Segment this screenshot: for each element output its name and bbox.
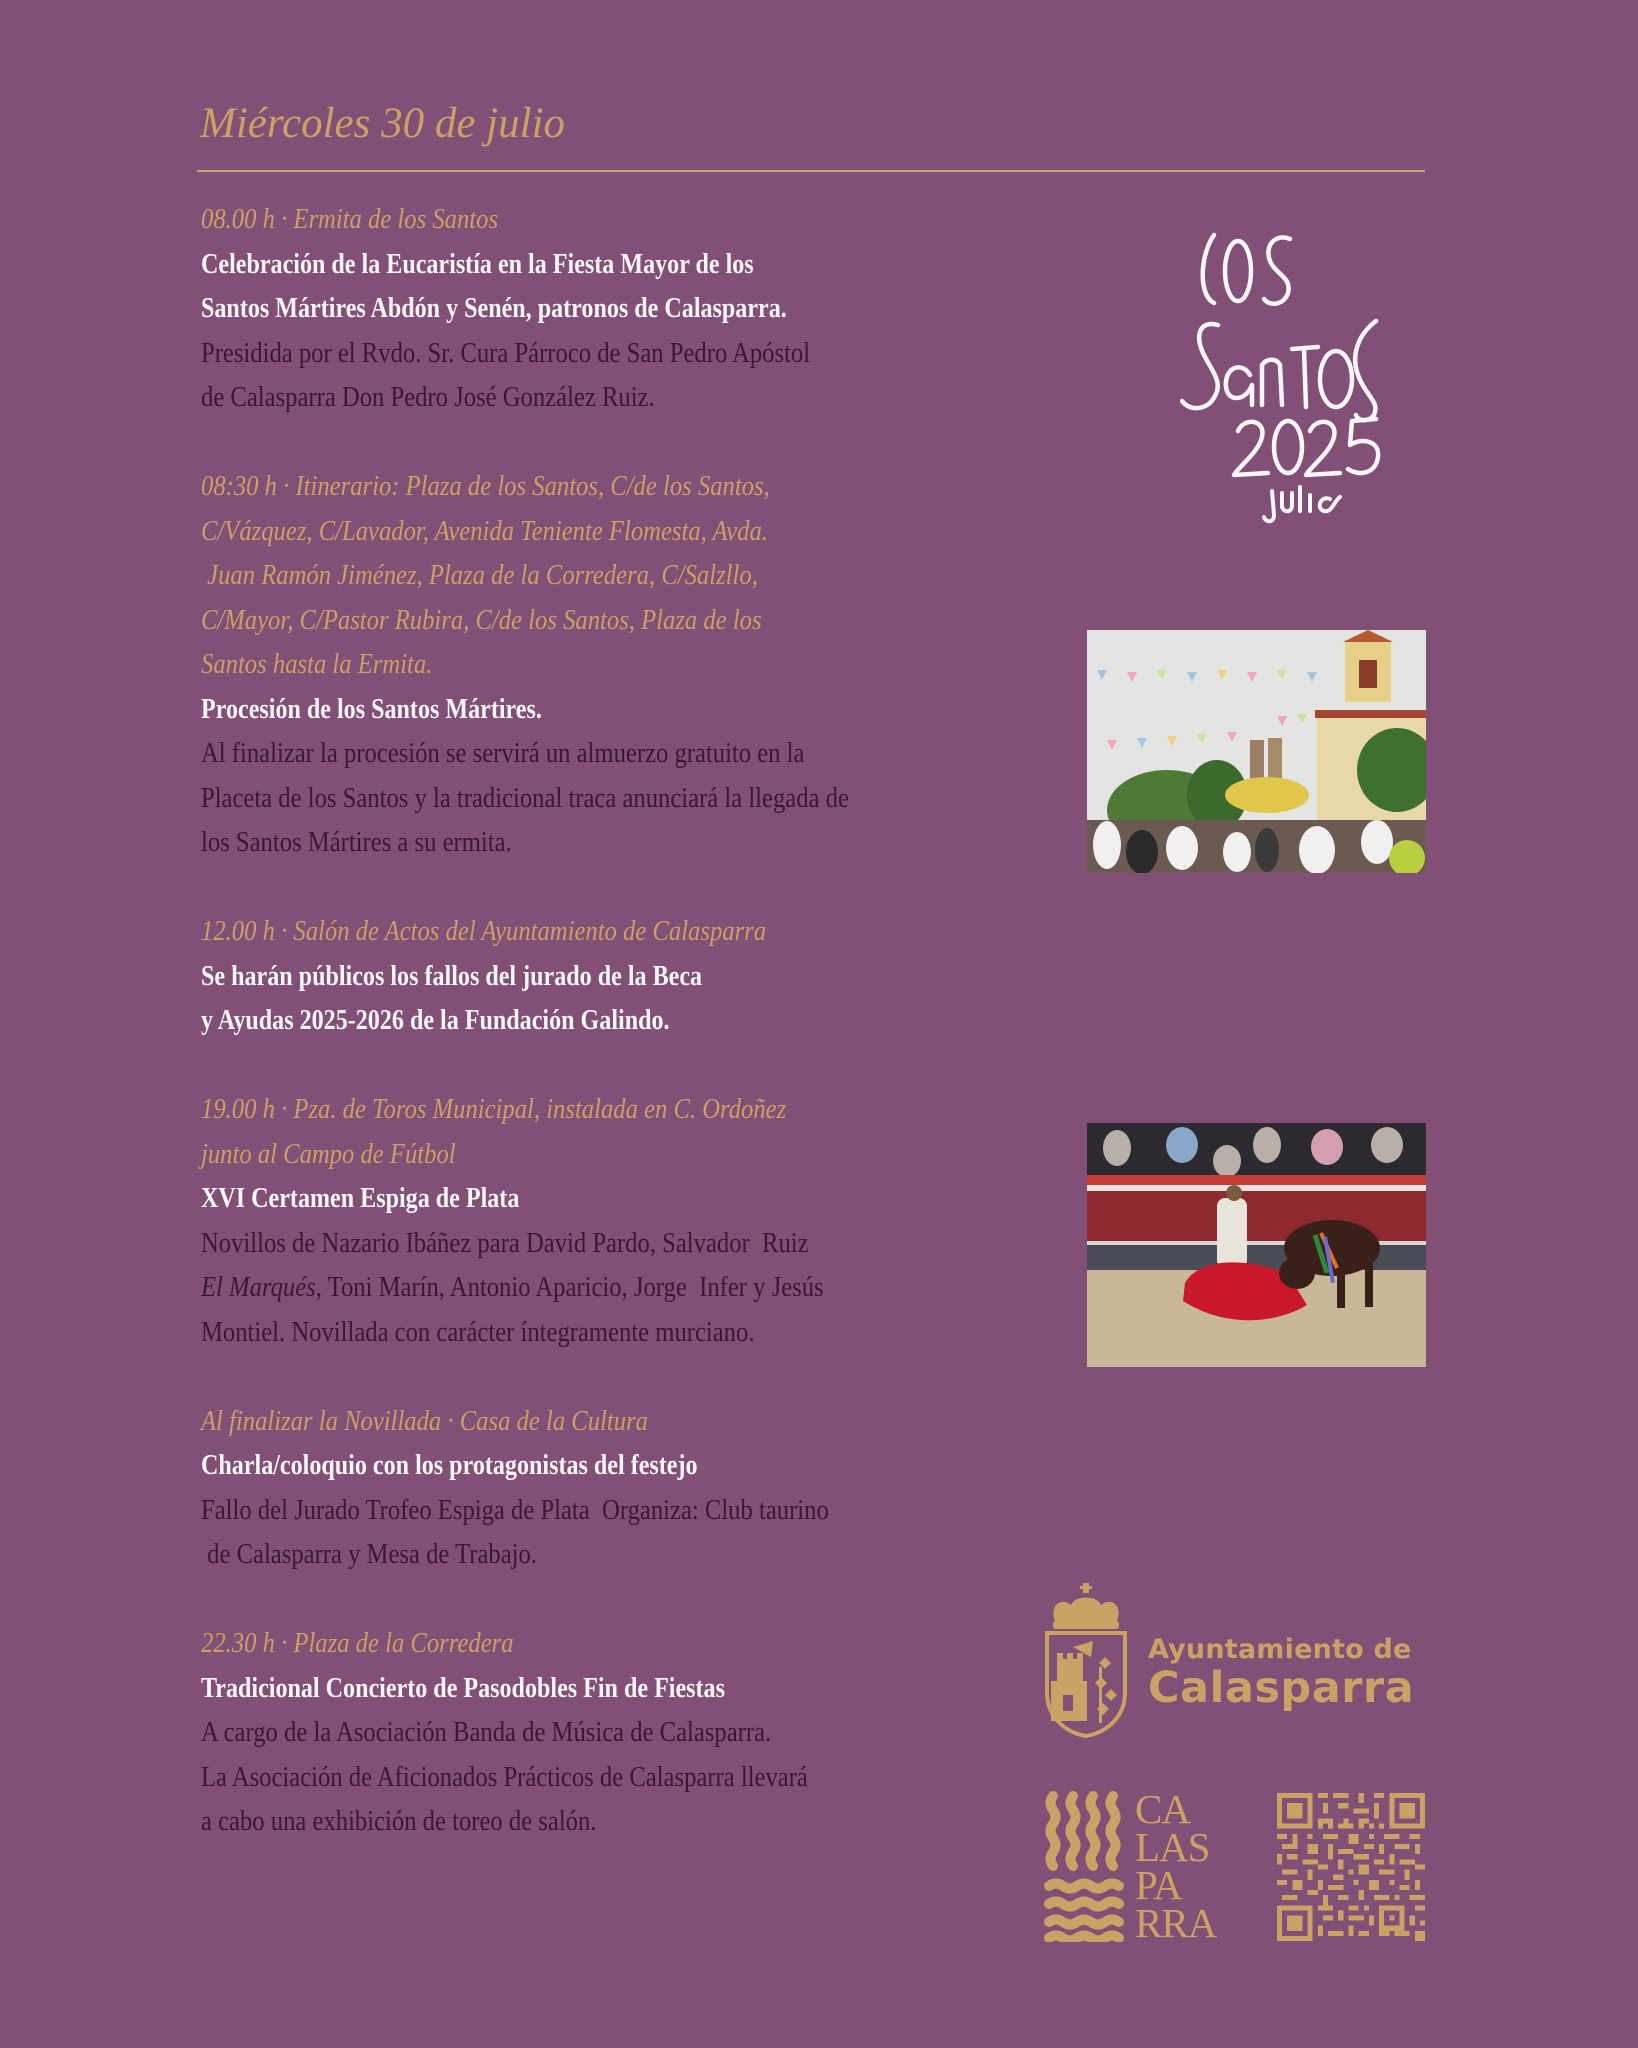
brand-line: PA bbox=[1135, 1862, 1182, 1908]
event-description: de Calasparra Don Pedro José González Ruiz. bbox=[201, 382, 655, 413]
event-time-location: C/Vázquez, C/Lavador, Avenida Teniente Flomesta, Avda. bbox=[201, 515, 768, 547]
event-description-rest: , Toni Marín, Antonio Aparicio, Jorge Infer y Jesús bbox=[315, 1272, 824, 1303]
ayuntamiento-calasparra-logo bbox=[1040, 1580, 1440, 1740]
event-time-location: Al finalizar la Novillada · Casa de la Cultura bbox=[201, 1405, 648, 1437]
event-description: a cabo una exhibición de toreo de salón. bbox=[201, 1806, 597, 1837]
event-title: Santos Mártires Abdón y Senén, patronos de Calasparra. bbox=[201, 293, 787, 324]
event-time-location: Juan Ramón Jiménez, Plaza de la Corredera, C/Salzllo, bbox=[201, 560, 758, 591]
event-title: Celebración de la Eucaristía en la Fiesta Mayor de los bbox=[201, 248, 754, 280]
event-certamen bbox=[201, 1088, 1061, 1355]
event-description: Presidida por el Rvdo. Sr. Cura Párroco de San Pedro Apóstol bbox=[201, 337, 811, 369]
event-time-location: 19.00 h · Pza. de Toros Municipal, instalada en C. Ordoñez bbox=[201, 1094, 787, 1125]
procession-image bbox=[1087, 630, 1426, 873]
event-charla bbox=[201, 1400, 1061, 1578]
event-description: Montiel. Novillada con carácter íntegramente murciano. bbox=[201, 1316, 755, 1348]
ayuntamiento-line1: Ayuntamiento de bbox=[1148, 1634, 1412, 1665]
los-santos-lettering-icon bbox=[1180, 225, 1435, 525]
coat-of-arms-icon bbox=[1043, 1583, 1129, 1738]
event-time-location: 08:30 h · Itinerario: Plaza de los Santos, C/de los Santos, bbox=[201, 471, 770, 502]
event-schedule bbox=[201, 198, 1061, 1889]
los-santos-2025-logo bbox=[1180, 225, 1435, 525]
event-beca bbox=[201, 910, 1061, 1044]
event-title: Se harán públicos los fallos del jurado de la Beca bbox=[201, 960, 703, 992]
event-title: y Ayudas 2025-2026 de la Fundación Galindo. bbox=[201, 1005, 670, 1036]
calasparra-brand-logo bbox=[1043, 1786, 1243, 1946]
event-time-location: 12.00 h · Salón de Actos del Ayuntamiento de Calasparra bbox=[201, 916, 767, 947]
event-description: de Calasparra y Mesa de Trabajo. bbox=[201, 1539, 537, 1570]
brand-line: LAS bbox=[1135, 1824, 1210, 1870]
bullfight-photo bbox=[1087, 1123, 1426, 1367]
title-divider bbox=[197, 170, 1425, 172]
brand-line: CA bbox=[1135, 1786, 1190, 1832]
event-title: XVI Certamen Espiga de Plata bbox=[201, 1183, 520, 1214]
event-time-location: Santos hasta la Ermita. bbox=[201, 649, 433, 680]
event-description: los Santos Mártires a su ermita. bbox=[201, 827, 512, 858]
ayuntamiento-line2: Calasparra bbox=[1148, 1663, 1415, 1713]
event-title: Procesión de los Santos Mártires. bbox=[201, 693, 542, 725]
calasparra-brand-wordmark bbox=[1135, 1786, 1217, 1946]
page-title: Miércoles 30 de julio bbox=[200, 100, 566, 147]
event-procesion bbox=[201, 465, 1061, 866]
qr-code-icon bbox=[1277, 1793, 1425, 1941]
event-title: Charla/coloquio con los protagonistas del festejo bbox=[201, 1450, 698, 1481]
event-description: A cargo de la Asociación Banda de Música de Calasparra. bbox=[201, 1717, 772, 1748]
event-time-location: 08.00 h · Ermita de los Santos bbox=[201, 204, 499, 235]
qr-code[interactable] bbox=[1277, 1793, 1425, 1941]
event-description: Al finalizar la procesión se servirá un almuerzo gratuito en la bbox=[201, 738, 805, 769]
brand-line: RRA bbox=[1135, 1900, 1217, 1946]
event-time-location: 22.30 h · Plaza de la Corredera bbox=[201, 1628, 514, 1659]
procession-photo bbox=[1087, 630, 1426, 873]
event-eucaristia bbox=[201, 198, 1061, 421]
event-description: Fallo del Jurado Trofeo Espiga de Plata Organiza: Club taurino bbox=[201, 1494, 829, 1526]
bullfight-image bbox=[1087, 1123, 1426, 1367]
event-description: Placeta de los Santos y la tradicional traca anunciará la llegada de bbox=[201, 782, 849, 814]
event-description: Novillos de Nazario Ibáñez para David Pardo, Salvador Ruiz bbox=[201, 1227, 809, 1259]
waves-icon bbox=[1043, 1790, 1125, 1942]
event-time-location: junto al Campo de Fútbol bbox=[201, 1138, 456, 1170]
event-description: La Asociación de Aficionados Prácticos de Calasparra llevará bbox=[201, 1761, 808, 1793]
event-description-italic: El Marqués bbox=[201, 1272, 316, 1303]
event-title: Tradicional Concierto de Pasodobles Fin de Fiestas bbox=[201, 1672, 725, 1704]
event-time-location: C/Mayor, C/Pastor Rubira, C/de los Santos, Plaza de los bbox=[201, 604, 762, 636]
ayuntamiento-wordmark bbox=[1148, 1635, 1414, 1711]
event-description bbox=[201, 1266, 958, 1311]
event-concierto bbox=[201, 1622, 1061, 1845]
